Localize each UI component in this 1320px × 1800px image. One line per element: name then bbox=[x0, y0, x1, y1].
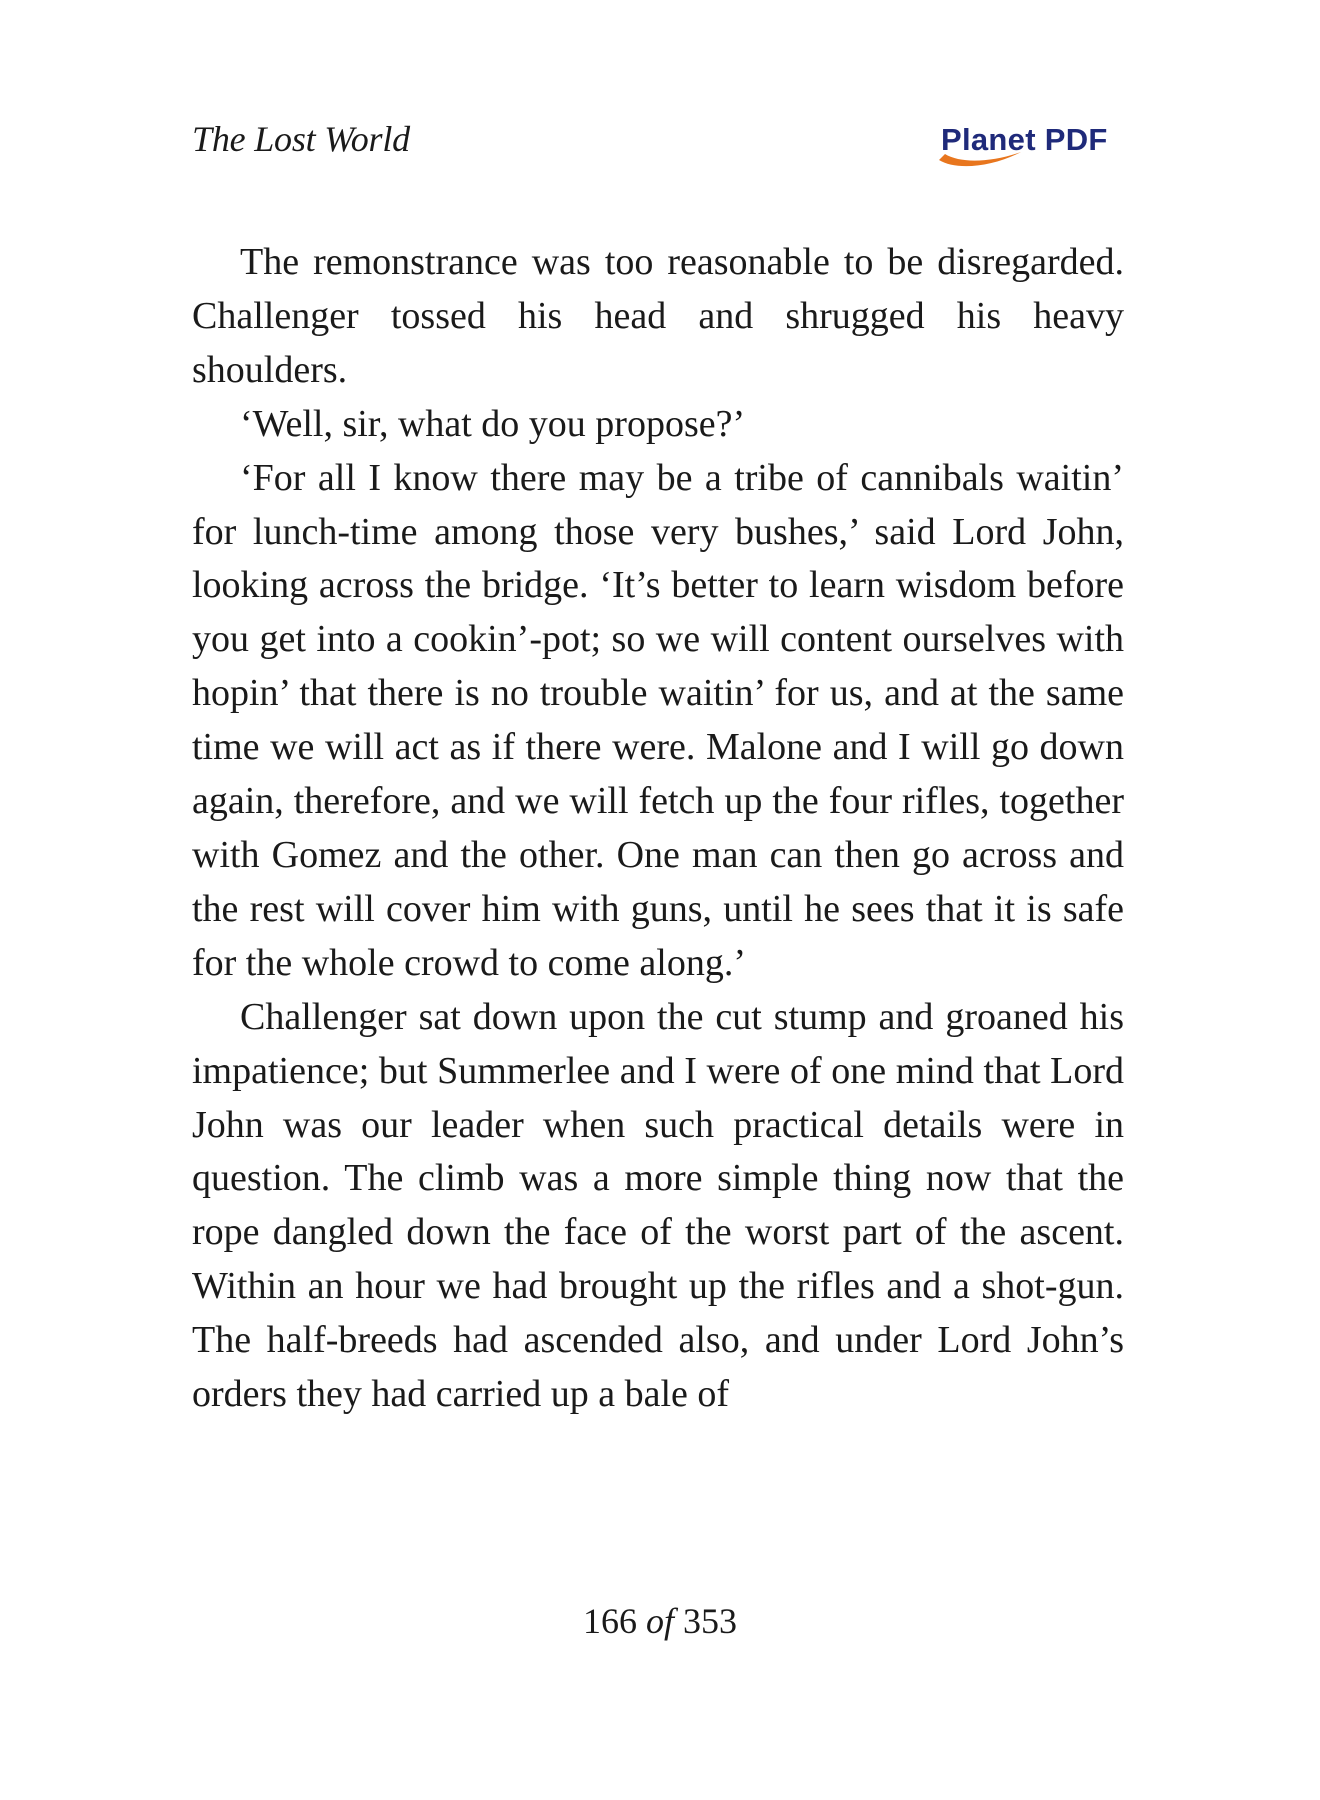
running-title: The Lost World bbox=[192, 119, 410, 159]
paragraph: ‘For all I know there may be a tribe of cannibals waitin’ for lunch-time among those very bushes,’ said Lord John, looking across the bridge. ‘It’s better to learn wisdom before you get into a cookin’-pot; so we will content ourselves with hopin’ that there is no trouble waitin’ for us, and at the same time we will act as if there were. Malone and I will go down again, therefore, and we will fetch up the four rifles, together with Gomez and the other. One man can then go across and the rest will cover him with guns, until he sees that it is safe for the whole crowd to come along.’ bbox=[192, 456, 1124, 984]
page-of-label: of bbox=[645, 1601, 674, 1641]
paragraph: The remonstrance was too reasonable to be disregarded. Challenger tossed his head and shrugged his heavy shoulders. bbox=[192, 241, 1124, 391]
paragraph: Challenger sat down upon the cut stump and groaned his impatience; but Summerlee and I were of one mind that Lord John was our leader when such practical details were in question. The climb was a more simple thing now that the rope dangled down the face of the worst part of the ascent. Within an hour we had brought up the rifles and a shot-gun. The half-breeds had ascended also, and under Lord John’s orders they had carried up a bale of bbox=[192, 995, 1124, 1416]
logo-text: Planet PDF bbox=[941, 122, 1108, 157]
current-page: 166 bbox=[582, 1601, 637, 1641]
total-pages: 353 bbox=[683, 1601, 737, 1641]
page-number bbox=[0, 1600, 1320, 1642]
body-text bbox=[192, 236, 1124, 1422]
paragraph: ‘Well, sir, what do you propose?’ bbox=[240, 402, 746, 445]
planet-pdf-logo bbox=[935, 118, 1130, 173]
